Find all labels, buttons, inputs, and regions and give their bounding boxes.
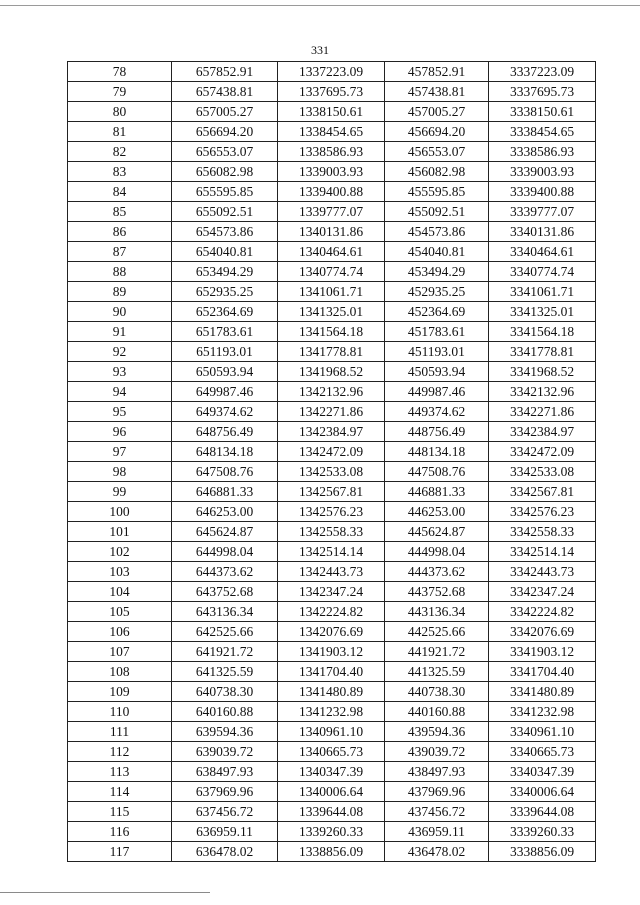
point-number-cell: 103	[68, 562, 172, 582]
y-coordinate-cell: 1342576.23	[278, 502, 385, 522]
table-row	[68, 702, 596, 722]
y-coordinate-cell: 1342132.96	[278, 382, 385, 402]
x-coordinate-cell: 638497.93	[172, 762, 278, 782]
table-row	[68, 582, 596, 602]
table-row	[68, 722, 596, 742]
x2-coordinate-cell: 436959.11	[385, 822, 489, 842]
point-number-cell: 87	[68, 242, 172, 262]
point-number-cell: 98	[68, 462, 172, 482]
x-coordinate-cell: 646253.00	[172, 502, 278, 522]
x-coordinate-cell: 655595.85	[172, 182, 278, 202]
y2-coordinate-cell: 3338856.09	[489, 842, 596, 862]
x-coordinate-cell: 652364.69	[172, 302, 278, 322]
table-row	[68, 622, 596, 642]
table-row	[68, 242, 596, 262]
y-coordinate-cell: 1342533.08	[278, 462, 385, 482]
x-coordinate-cell: 640738.30	[172, 682, 278, 702]
y2-coordinate-cell: 3342224.82	[489, 602, 596, 622]
table-row	[68, 642, 596, 662]
point-number-cell: 91	[68, 322, 172, 342]
y-coordinate-cell: 1341903.12	[278, 642, 385, 662]
x2-coordinate-cell: 440160.88	[385, 702, 489, 722]
y2-coordinate-cell: 3341480.89	[489, 682, 596, 702]
top-rule	[0, 5, 640, 6]
y2-coordinate-cell: 3339003.93	[489, 162, 596, 182]
y-coordinate-cell: 1339003.93	[278, 162, 385, 182]
y2-coordinate-cell: 3340464.61	[489, 242, 596, 262]
x2-coordinate-cell: 444998.04	[385, 542, 489, 562]
x2-coordinate-cell: 440738.30	[385, 682, 489, 702]
table-row	[68, 782, 596, 802]
y-coordinate-cell: 1340131.86	[278, 222, 385, 242]
x2-coordinate-cell: 441921.72	[385, 642, 489, 662]
y-coordinate-cell: 1337223.09	[278, 62, 385, 82]
x-coordinate-cell: 648134.18	[172, 442, 278, 462]
table-row	[68, 682, 596, 702]
x2-coordinate-cell: 452364.69	[385, 302, 489, 322]
y2-coordinate-cell: 3338150.61	[489, 102, 596, 122]
x-coordinate-cell: 640160.88	[172, 702, 278, 722]
y-coordinate-cell: 1340006.64	[278, 782, 385, 802]
point-number-cell: 102	[68, 542, 172, 562]
y-coordinate-cell: 1341778.81	[278, 342, 385, 362]
y-coordinate-cell: 1340665.73	[278, 742, 385, 762]
table-row	[68, 802, 596, 822]
x-coordinate-cell: 657852.91	[172, 62, 278, 82]
point-number-cell: 114	[68, 782, 172, 802]
y2-coordinate-cell: 3337223.09	[489, 62, 596, 82]
point-number-cell: 112	[68, 742, 172, 762]
point-number-cell: 93	[68, 362, 172, 382]
x2-coordinate-cell: 438497.93	[385, 762, 489, 782]
y2-coordinate-cell: 3342132.96	[489, 382, 596, 402]
x2-coordinate-cell: 454573.86	[385, 222, 489, 242]
table-row	[68, 122, 596, 142]
table-row	[68, 522, 596, 542]
x2-coordinate-cell: 443752.68	[385, 582, 489, 602]
point-number-cell: 78	[68, 62, 172, 82]
y2-coordinate-cell: 3340961.10	[489, 722, 596, 742]
table-row	[68, 662, 596, 682]
y2-coordinate-cell: 3342514.14	[489, 542, 596, 562]
page-number: 331	[311, 43, 329, 57]
x-coordinate-cell: 637969.96	[172, 782, 278, 802]
x-coordinate-cell: 654573.86	[172, 222, 278, 242]
point-number-cell: 100	[68, 502, 172, 522]
y-coordinate-cell: 1342224.82	[278, 602, 385, 622]
x2-coordinate-cell: 456694.20	[385, 122, 489, 142]
point-number-cell: 82	[68, 142, 172, 162]
y2-coordinate-cell: 3341232.98	[489, 702, 596, 722]
x2-coordinate-cell: 439594.36	[385, 722, 489, 742]
x2-coordinate-cell: 449374.62	[385, 402, 489, 422]
point-number-cell: 113	[68, 762, 172, 782]
point-number-cell: 116	[68, 822, 172, 842]
table-row	[68, 742, 596, 762]
point-number-cell: 107	[68, 642, 172, 662]
x2-coordinate-cell: 456082.98	[385, 162, 489, 182]
x-coordinate-cell: 646881.33	[172, 482, 278, 502]
table-row	[68, 282, 596, 302]
x2-coordinate-cell: 436478.02	[385, 842, 489, 862]
y-coordinate-cell: 1339644.08	[278, 802, 385, 822]
table-row	[68, 482, 596, 502]
y2-coordinate-cell: 3338454.65	[489, 122, 596, 142]
y-coordinate-cell: 1342558.33	[278, 522, 385, 542]
y-coordinate-cell: 1342472.09	[278, 442, 385, 462]
x2-coordinate-cell: 444373.62	[385, 562, 489, 582]
point-number-cell: 85	[68, 202, 172, 222]
x-coordinate-cell: 644998.04	[172, 542, 278, 562]
table-row	[68, 162, 596, 182]
table-row	[68, 502, 596, 522]
x-coordinate-cell: 656694.20	[172, 122, 278, 142]
x-coordinate-cell: 656553.07	[172, 142, 278, 162]
point-number-cell: 94	[68, 382, 172, 402]
x2-coordinate-cell: 437456.72	[385, 802, 489, 822]
y-coordinate-cell: 1342076.69	[278, 622, 385, 642]
table-row	[68, 322, 596, 342]
y-coordinate-cell: 1338586.93	[278, 142, 385, 162]
y2-coordinate-cell: 3339644.08	[489, 802, 596, 822]
y2-coordinate-cell: 3340131.86	[489, 222, 596, 242]
point-number-cell: 90	[68, 302, 172, 322]
table-row	[68, 402, 596, 422]
y-coordinate-cell: 1337695.73	[278, 82, 385, 102]
y2-coordinate-cell: 3342076.69	[489, 622, 596, 642]
x2-coordinate-cell: 449987.46	[385, 382, 489, 402]
point-number-cell: 105	[68, 602, 172, 622]
x-coordinate-cell: 654040.81	[172, 242, 278, 262]
coordinates-table	[67, 61, 596, 862]
point-number-cell: 99	[68, 482, 172, 502]
y2-coordinate-cell: 3342558.33	[489, 522, 596, 542]
x2-coordinate-cell: 455595.85	[385, 182, 489, 202]
y2-coordinate-cell: 3341564.18	[489, 322, 596, 342]
table-row	[68, 342, 596, 362]
point-number-cell: 115	[68, 802, 172, 822]
x-coordinate-cell: 651783.61	[172, 322, 278, 342]
x2-coordinate-cell: 453494.29	[385, 262, 489, 282]
table-row	[68, 842, 596, 862]
x2-coordinate-cell: 457438.81	[385, 82, 489, 102]
table-row	[68, 202, 596, 222]
point-number-cell: 89	[68, 282, 172, 302]
y-coordinate-cell: 1341325.01	[278, 302, 385, 322]
y-coordinate-cell: 1341968.52	[278, 362, 385, 382]
x2-coordinate-cell: 457852.91	[385, 62, 489, 82]
table-row	[68, 62, 596, 82]
point-number-cell: 79	[68, 82, 172, 102]
x-coordinate-cell: 657438.81	[172, 82, 278, 102]
point-number-cell: 106	[68, 622, 172, 642]
x-coordinate-cell: 639039.72	[172, 742, 278, 762]
table-row	[68, 422, 596, 442]
x-coordinate-cell: 641325.59	[172, 662, 278, 682]
y-coordinate-cell: 1342514.14	[278, 542, 385, 562]
x-coordinate-cell: 637456.72	[172, 802, 278, 822]
x2-coordinate-cell: 452935.25	[385, 282, 489, 302]
x2-coordinate-cell: 448756.49	[385, 422, 489, 442]
table-row	[68, 262, 596, 282]
x-coordinate-cell: 636478.02	[172, 842, 278, 862]
x-coordinate-cell: 647508.76	[172, 462, 278, 482]
x2-coordinate-cell: 446881.33	[385, 482, 489, 502]
table-row	[68, 562, 596, 582]
x2-coordinate-cell: 441325.59	[385, 662, 489, 682]
point-number-cell: 92	[68, 342, 172, 362]
y2-coordinate-cell: 3341968.52	[489, 362, 596, 382]
y2-coordinate-cell: 3342472.09	[489, 442, 596, 462]
point-number-cell: 81	[68, 122, 172, 142]
y2-coordinate-cell: 3342271.86	[489, 402, 596, 422]
x-coordinate-cell: 657005.27	[172, 102, 278, 122]
y-coordinate-cell: 1341061.71	[278, 282, 385, 302]
x2-coordinate-cell: 454040.81	[385, 242, 489, 262]
table-row	[68, 442, 596, 462]
x2-coordinate-cell: 457005.27	[385, 102, 489, 122]
y2-coordinate-cell: 3342533.08	[489, 462, 596, 482]
table-row	[68, 382, 596, 402]
y-coordinate-cell: 1342347.24	[278, 582, 385, 602]
y-coordinate-cell: 1342271.86	[278, 402, 385, 422]
x-coordinate-cell: 639594.36	[172, 722, 278, 742]
x2-coordinate-cell: 439039.72	[385, 742, 489, 762]
y-coordinate-cell: 1340774.74	[278, 262, 385, 282]
x-coordinate-cell: 636959.11	[172, 822, 278, 842]
x2-coordinate-cell: 448134.18	[385, 442, 489, 462]
x2-coordinate-cell: 447508.76	[385, 462, 489, 482]
y2-coordinate-cell: 3341325.01	[489, 302, 596, 322]
x2-coordinate-cell: 446253.00	[385, 502, 489, 522]
point-number-cell: 88	[68, 262, 172, 282]
y2-coordinate-cell: 3339777.07	[489, 202, 596, 222]
bottom-rule	[0, 892, 210, 893]
y-coordinate-cell: 1338856.09	[278, 842, 385, 862]
point-number-cell: 84	[68, 182, 172, 202]
x2-coordinate-cell: 456553.07	[385, 142, 489, 162]
y2-coordinate-cell: 3340665.73	[489, 742, 596, 762]
x-coordinate-cell: 649987.46	[172, 382, 278, 402]
table-row	[68, 542, 596, 562]
y2-coordinate-cell: 3337695.73	[489, 82, 596, 102]
y-coordinate-cell: 1338150.61	[278, 102, 385, 122]
table-row	[68, 222, 596, 242]
x-coordinate-cell: 643752.68	[172, 582, 278, 602]
x-coordinate-cell: 650593.94	[172, 362, 278, 382]
x-coordinate-cell: 655092.51	[172, 202, 278, 222]
x-coordinate-cell: 644373.62	[172, 562, 278, 582]
table-row	[68, 462, 596, 482]
y2-coordinate-cell: 3341903.12	[489, 642, 596, 662]
x-coordinate-cell: 641921.72	[172, 642, 278, 662]
point-number-cell: 104	[68, 582, 172, 602]
y-coordinate-cell: 1340464.61	[278, 242, 385, 262]
y2-coordinate-cell: 3342576.23	[489, 502, 596, 522]
table-row	[68, 82, 596, 102]
y-coordinate-cell: 1338454.65	[278, 122, 385, 142]
y2-coordinate-cell: 3341704.40	[489, 662, 596, 682]
y2-coordinate-cell: 3342567.81	[489, 482, 596, 502]
y-coordinate-cell: 1340347.39	[278, 762, 385, 782]
table-row	[68, 302, 596, 322]
point-number-cell: 83	[68, 162, 172, 182]
table-row	[68, 362, 596, 382]
x2-coordinate-cell: 450593.94	[385, 362, 489, 382]
point-number-cell: 110	[68, 702, 172, 722]
table-row	[68, 822, 596, 842]
point-number-cell: 109	[68, 682, 172, 702]
x2-coordinate-cell: 451783.61	[385, 322, 489, 342]
x-coordinate-cell: 656082.98	[172, 162, 278, 182]
table-row	[68, 602, 596, 622]
y2-coordinate-cell: 3340006.64	[489, 782, 596, 802]
x2-coordinate-cell: 442525.66	[385, 622, 489, 642]
x-coordinate-cell: 651193.01	[172, 342, 278, 362]
x-coordinate-cell: 653494.29	[172, 262, 278, 282]
y2-coordinate-cell: 3340347.39	[489, 762, 596, 782]
point-number-cell: 108	[68, 662, 172, 682]
y2-coordinate-cell: 3338586.93	[489, 142, 596, 162]
point-number-cell: 117	[68, 842, 172, 862]
x2-coordinate-cell: 437969.96	[385, 782, 489, 802]
y2-coordinate-cell: 3342347.24	[489, 582, 596, 602]
y-coordinate-cell: 1341704.40	[278, 662, 385, 682]
y-coordinate-cell: 1341232.98	[278, 702, 385, 722]
x-coordinate-cell: 649374.62	[172, 402, 278, 422]
y2-coordinate-cell: 3342443.73	[489, 562, 596, 582]
y-coordinate-cell: 1342443.73	[278, 562, 385, 582]
y2-coordinate-cell: 3339260.33	[489, 822, 596, 842]
y-coordinate-cell: 1341480.89	[278, 682, 385, 702]
point-number-cell: 97	[68, 442, 172, 462]
table-row	[68, 762, 596, 782]
y2-coordinate-cell: 3340774.74	[489, 262, 596, 282]
x-coordinate-cell: 648756.49	[172, 422, 278, 442]
point-number-cell: 101	[68, 522, 172, 542]
point-number-cell: 111	[68, 722, 172, 742]
table-body	[68, 62, 596, 862]
y-coordinate-cell: 1339260.33	[278, 822, 385, 842]
y2-coordinate-cell: 3339400.88	[489, 182, 596, 202]
x-coordinate-cell: 643136.34	[172, 602, 278, 622]
y-coordinate-cell: 1341564.18	[278, 322, 385, 342]
y2-coordinate-cell: 3341778.81	[489, 342, 596, 362]
point-number-cell: 86	[68, 222, 172, 242]
y2-coordinate-cell: 3341061.71	[489, 282, 596, 302]
y2-coordinate-cell: 3342384.97	[489, 422, 596, 442]
y-coordinate-cell: 1339400.88	[278, 182, 385, 202]
point-number-cell: 96	[68, 422, 172, 442]
x-coordinate-cell: 645624.87	[172, 522, 278, 542]
y-coordinate-cell: 1342567.81	[278, 482, 385, 502]
y-coordinate-cell: 1342384.97	[278, 422, 385, 442]
y-coordinate-cell: 1339777.07	[278, 202, 385, 222]
point-number-cell: 95	[68, 402, 172, 422]
y-coordinate-cell: 1340961.10	[278, 722, 385, 742]
x-coordinate-cell: 642525.66	[172, 622, 278, 642]
x2-coordinate-cell: 451193.01	[385, 342, 489, 362]
point-number-cell: 80	[68, 102, 172, 122]
x2-coordinate-cell: 443136.34	[385, 602, 489, 622]
table-row	[68, 102, 596, 122]
x2-coordinate-cell: 455092.51	[385, 202, 489, 222]
x-coordinate-cell: 652935.25	[172, 282, 278, 302]
table-row	[68, 182, 596, 202]
x2-coordinate-cell: 445624.87	[385, 522, 489, 542]
table-row	[68, 142, 596, 162]
